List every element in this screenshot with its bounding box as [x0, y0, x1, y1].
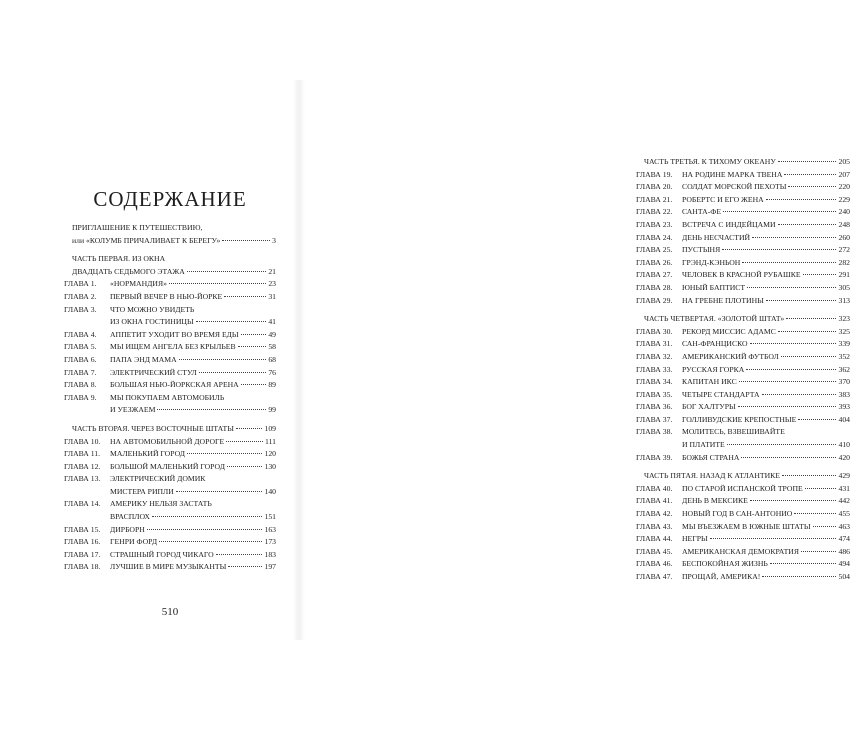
- entry-page-number: 323: [838, 314, 850, 324]
- dot-leader: [176, 491, 263, 492]
- entry-page-number: 474: [838, 534, 850, 544]
- dot-leader: [770, 563, 837, 564]
- toc-chapter-row: [636, 295, 850, 308]
- chapter-number: ГЛАВА 38.: [636, 427, 673, 437]
- entry-title: РЕКОРД МИССИС АДАМС: [682, 326, 776, 336]
- chapter-number: ГЛАВА 9.: [64, 392, 97, 402]
- dot-leader: [813, 526, 837, 527]
- toc-chapter-row: [636, 483, 850, 496]
- chapter-number: ГЛАВА 7.: [64, 367, 97, 377]
- entry-page-number: 404: [838, 414, 850, 424]
- dot-leader: [778, 224, 837, 225]
- dot-leader: [224, 296, 266, 297]
- dot-leader: [778, 331, 837, 332]
- entry-title: ВРАСПЛОХ: [110, 512, 150, 522]
- entry-title: САНТА-ФЕ: [682, 207, 722, 217]
- toc-chapter-row: [636, 546, 850, 559]
- toc-chapter-row: [636, 426, 850, 439]
- chapter-number: ГЛАВА 40.: [636, 483, 673, 493]
- dot-leader: [739, 381, 837, 382]
- entry-page-number: 352: [838, 351, 850, 361]
- toc-chapter-row: [636, 282, 850, 295]
- chapter-number: ГЛАВА 39.: [636, 452, 673, 462]
- chapter-number: ГЛАВА 3.: [64, 304, 97, 314]
- entry-title: БЕСПОКОЙНАЯ ЖИЗНЬ: [682, 559, 768, 569]
- chapter-number: ГЛАВА 24.: [636, 232, 673, 242]
- toc-chapter-row: [636, 571, 850, 584]
- entry-title: БОГ ХАЛТУРЫ: [682, 402, 736, 412]
- dot-leader: [241, 334, 267, 335]
- chapter-number: ГЛАВА 14.: [64, 499, 101, 509]
- entry-title: НА РОДИНЕ МАРКА ТВЕНА: [682, 169, 783, 179]
- entry-page-number: 410: [838, 440, 850, 450]
- entry-title: ПАПА ЭНД МАМА: [110, 354, 177, 364]
- toc-chapter-row: [636, 326, 850, 339]
- entry-title: ЧАСТЬ ПЕРВАЯ. ИЗ ОКНА: [72, 254, 166, 264]
- entry-page-number: 383: [838, 389, 850, 399]
- entry-page-number: 393: [838, 402, 850, 412]
- entry-title: НА АВТОМОБИЛЬНОЙ ДОРОГЕ: [110, 436, 225, 446]
- toc-chapter-row: [64, 536, 276, 549]
- toc-chapter-row: [64, 379, 276, 392]
- dot-leader: [723, 211, 836, 212]
- toc-chapter-row: [64, 367, 276, 380]
- chapter-number: ГЛАВА 12.: [64, 461, 101, 471]
- entry-page-number: 463: [838, 521, 850, 531]
- dot-leader: [152, 516, 262, 517]
- dot-leader: [241, 384, 267, 385]
- toc-continuation-row: [64, 316, 276, 329]
- entry-title: САН-ФРАНЦИСКО: [682, 339, 748, 349]
- dot-leader: [741, 457, 836, 458]
- chapter-number: ГЛАВА 31.: [636, 339, 673, 349]
- toc-chapter-row: [636, 389, 850, 402]
- toc-chapter-row: [64, 549, 276, 562]
- entry-page-number: 248: [838, 219, 850, 229]
- dot-leader: [742, 262, 836, 263]
- chapter-number: ГЛАВА 1.: [64, 279, 97, 289]
- chapter-number: ГЛАВА 28.: [636, 282, 673, 292]
- chapter-number: ГЛАВА 10.: [64, 436, 101, 446]
- entry-title: АМЕРИКАНСКАЯ ДЕМОКРАТИЯ: [682, 546, 799, 556]
- entry-page-number: 431: [838, 483, 850, 493]
- entry-page-number: 229: [838, 194, 850, 204]
- chapter-number: ГЛАВА 47.: [636, 572, 673, 581]
- entry-title: ЭЛЕКТРИЧЕСКИЙ СТУЛ: [110, 367, 197, 377]
- chapter-number: ГЛАВА 42.: [636, 509, 673, 519]
- entry-page-number: 362: [838, 364, 850, 374]
- entry-title: БОЛЬШАЯ НЬЮ-ЙОРКСКАЯ АРЕНА: [110, 380, 239, 390]
- chapter-number: ГЛАВА 25.: [636, 245, 673, 255]
- toc-chapter-row: [64, 278, 276, 291]
- entry-title: КАПИТАН ИКС: [682, 377, 737, 387]
- toc-chapter-row: [64, 329, 276, 342]
- entry-page-number: 41: [268, 317, 276, 327]
- dot-leader: [798, 419, 836, 420]
- toc-chapter-row: [636, 351, 850, 364]
- chapter-number: ГЛАВА 8.: [64, 380, 97, 390]
- toc-continuation-row: [64, 486, 276, 499]
- toc-chapter-row: [64, 561, 276, 574]
- entry-title: АППЕТИТ УХОДИТ ВО ВРЕМЯ ЕДЫ: [110, 329, 239, 339]
- chapter-number: ГЛАВА 35.: [636, 389, 673, 399]
- entry-title: НЕГРЫ: [682, 534, 708, 544]
- toc-chapter-row: [636, 521, 850, 534]
- chapter-number: ГЛАВА 20.: [636, 182, 673, 192]
- entry-page-number: 313: [838, 295, 850, 305]
- entry-page-number: 339: [838, 339, 850, 349]
- chapter-number: ГЛАВА 29.: [636, 295, 673, 305]
- toc-chapter-row: [636, 269, 850, 282]
- entry-title: АМЕРИКУ НЕЛЬЗЯ ЗАСТАТЬ: [110, 499, 212, 509]
- toc-chapter-row: [64, 473, 276, 486]
- toc-chapter-row: [636, 364, 850, 377]
- entry-page-number: 429: [838, 471, 850, 481]
- dot-leader: [727, 444, 837, 445]
- entry-page-number: 260: [838, 232, 850, 242]
- toc-chapter-row: [64, 436, 276, 449]
- dot-leader: [238, 346, 267, 347]
- chapter-number: ГЛАВА 16.: [64, 537, 101, 547]
- chapter-number: ГЛАВА 6.: [64, 354, 97, 364]
- toc-part-row: [636, 313, 850, 326]
- toc-chapter-row: [636, 244, 850, 257]
- entry-title: ПО СТАРОЙ ИСПАНСКОЙ ТРОПЕ: [682, 483, 803, 493]
- dot-leader: [747, 287, 836, 288]
- entry-page-number: 272: [838, 245, 850, 255]
- entry-title: ДЕНЬ В МЕКСИКЕ: [682, 496, 748, 506]
- entry-page-number: 109: [264, 423, 276, 433]
- entry-title: МЫ ПОКУПАЕМ АВТОМОБИЛЬ: [110, 392, 225, 402]
- toc-continuation-row: [64, 511, 276, 524]
- entry-title: ЧАСТЬ ТРЕТЬЯ. К ТИХОМУ ОКЕАНУ: [644, 157, 776, 166]
- entry-title: РОБЕРТС И ЕГО ЖЕНА: [682, 194, 764, 204]
- dot-leader: [750, 500, 837, 501]
- entry-title: НА ГРЕБНЕ ПЛОТИНЫ: [682, 295, 764, 305]
- toc-chapter-row: [636, 206, 850, 219]
- toc-chapter-row: [64, 448, 276, 461]
- dot-leader: [762, 394, 837, 395]
- chapter-number: ГЛАВА 19.: [636, 169, 673, 179]
- entry-title: ДВАДЦАТЬ СЕДЬМОГО ЭТАЖА: [72, 266, 185, 276]
- entry-title: ЧТО МОЖНО УВИДЕТЬ: [110, 304, 195, 314]
- chapter-number: ГЛАВА 32.: [636, 351, 673, 361]
- chapter-number: ГЛАВА 5.: [64, 342, 97, 352]
- entry-title: ЛУЧШИЕ В МИРЕ МУЗЫКАНТЫ: [110, 562, 227, 572]
- entry-page-number: 173: [264, 537, 276, 547]
- toc-chapter-row: [64, 392, 276, 405]
- entry-page-number: 31: [268, 291, 276, 301]
- dot-leader: [159, 541, 262, 542]
- entry-title: МЫ ВЪЕЗЖАЕМ В ЮЖНЫЕ ШТАТЫ: [682, 521, 811, 531]
- entry-page-number: 140: [264, 486, 276, 496]
- toc-continuation-row: [64, 404, 276, 417]
- chapter-number: ГЛАВА 4.: [64, 329, 97, 339]
- chapter-number: ГЛАВА 43.: [636, 521, 673, 531]
- toc-part-row: [636, 470, 850, 483]
- entry-title: ПРОЩАЙ, АМЕРИКА!: [682, 572, 761, 581]
- left-page: [0, 0, 300, 750]
- entry-page-number: 23: [268, 279, 276, 289]
- toc-chapter-row: [636, 376, 850, 389]
- entry-page-number: 370: [838, 377, 850, 387]
- entry-title: ДЕНЬ НЕСЧАСТИЙ: [682, 232, 751, 242]
- dot-leader: [784, 174, 836, 175]
- entry-title: СТРАШНЫЙ ГОРОД ЧИКАГО: [110, 549, 214, 559]
- entry-page-number: 220: [838, 182, 850, 192]
- entry-page-number: 240: [838, 207, 850, 217]
- toc-chapter-row: [636, 401, 850, 414]
- dot-leader: [803, 274, 837, 275]
- toc-chapter-row: [64, 304, 276, 317]
- dot-leader: [752, 237, 836, 238]
- dot-leader: [782, 475, 837, 476]
- entry-title: «НОРМАНДИЯ»: [110, 279, 167, 289]
- entry-page-number: 205: [838, 157, 850, 166]
- entry-page-number: 49: [268, 329, 276, 339]
- toc-chapter-row: [636, 232, 850, 245]
- entry-title: РУССКАЯ ГОРКА: [682, 364, 745, 374]
- entry-title: БОЛЬШОЙ МАЛЕНЬКИЙ ГОРОД: [110, 461, 225, 471]
- entry-title: И ПЛАТИТЕ: [682, 440, 725, 450]
- toc-chapter-row: [64, 354, 276, 367]
- chapter-number: ГЛАВА 45.: [636, 546, 673, 556]
- entry-title: ГЕНРИ ФОРД: [110, 537, 158, 547]
- toc-chapter-row: [636, 495, 850, 508]
- dot-leader: [750, 343, 837, 344]
- chapter-number: ГЛАВА 36.: [636, 402, 673, 412]
- entry-page-number: 207: [838, 169, 850, 179]
- dot-leader: [746, 369, 836, 370]
- entry-title: или «КОЛУМБ ПРИЧАЛИВАЕТ К БЕРЕГУ»: [72, 235, 221, 245]
- entry-page-number: 455: [838, 509, 850, 519]
- entry-title: БОЖЬЯ СТРАНА: [682, 452, 740, 462]
- toc-chapter-row: [636, 257, 850, 270]
- entry-page-number: 89: [268, 380, 276, 390]
- toc-row: [64, 266, 276, 279]
- chapter-number: ГЛАВА 37.: [636, 414, 673, 424]
- dot-leader: [786, 318, 836, 319]
- dot-leader: [157, 409, 266, 410]
- entry-title: МИСТЕРА РИПЛИ: [110, 486, 174, 496]
- entry-page-number: 442: [838, 496, 850, 506]
- dot-leader: [801, 551, 836, 552]
- dot-leader: [781, 356, 837, 357]
- entry-title: ЧАСТЬ ВТОРАЯ. ЧЕРЕЗ ВОСТОЧНЫЕ ШТАТЫ: [72, 423, 234, 433]
- entry-title: И УЕЗЖАЕМ: [110, 405, 156, 415]
- chapter-number: ГЛАВА 11.: [64, 449, 101, 459]
- entry-title: МЫ ИЩЕМ АНГЕЛА БЕЗ КРЫЛЬЕВ: [110, 342, 236, 352]
- entry-page-number: 151: [264, 512, 276, 522]
- chapter-number: ГЛАВА 27.: [636, 270, 673, 280]
- dot-leader: [216, 554, 263, 555]
- entry-title: ЧАСТЬ ЧЕТВЕРТАЯ. «ЗОЛОТОЙ ШТАТ»: [644, 314, 785, 324]
- toc-list-left: [64, 222, 276, 574]
- dot-leader: [805, 488, 837, 489]
- toc-chapter-row: [636, 533, 850, 546]
- toc-chapter-row: [636, 219, 850, 232]
- toc-chapter-row: [636, 414, 850, 427]
- entry-title: ЧЕТЫРЕ СТАНДАРТА: [682, 389, 760, 399]
- chapter-number: ГЛАВА 21.: [636, 194, 673, 204]
- entry-page-number: 420: [838, 452, 850, 462]
- entry-title: АМЕРИКАНСКИЙ ФУТБОЛ: [682, 351, 779, 361]
- dot-leader: [196, 321, 267, 322]
- toc-part-row: [64, 253, 276, 266]
- toc-chapter-row: [636, 508, 850, 521]
- entry-page-number: 325: [838, 326, 850, 336]
- toc-chapter-row: [636, 558, 850, 571]
- entry-page-number: 197: [264, 562, 276, 572]
- right-page: [300, 0, 850, 750]
- chapter-number: ГЛАВА 22.: [636, 207, 673, 217]
- toc-chapter-row: [636, 169, 850, 182]
- entry-title: НОВЫЙ ГОД В САН-АНТОНИО: [682, 509, 793, 519]
- toc-chapter-row: [636, 452, 850, 465]
- dot-leader: [762, 576, 836, 577]
- entry-title: СОЛДАТ МОРСКОЙ ПЕХОТЫ: [682, 182, 787, 192]
- chapter-number: ГЛАВА 46.: [636, 559, 673, 569]
- toc-row: [64, 235, 276, 248]
- entry-page-number: 58: [268, 342, 276, 352]
- toc-heading: СОДЕРЖАНИЕ: [93, 187, 247, 211]
- dot-leader: [778, 161, 837, 162]
- entry-page-number: 486: [838, 546, 850, 556]
- chapter-number: ГЛАВА 26.: [636, 257, 673, 267]
- chapter-number: ГЛАВА 17.: [64, 549, 101, 559]
- chapter-number: ГЛАВА 33.: [636, 364, 673, 374]
- entry-page-number: 282: [838, 257, 850, 267]
- dot-leader: [722, 249, 836, 250]
- toc-continuation-row: [636, 439, 850, 452]
- entry-title: ПЕРВЫЙ ВЕЧЕР В НЬЮ-ЙОРКЕ: [110, 291, 223, 301]
- entry-page-number: 21: [268, 266, 276, 276]
- chapter-number: ГЛАВА 30.: [636, 326, 673, 336]
- chapter-number: ГЛАВА 23.: [636, 219, 673, 229]
- dot-leader: [228, 566, 262, 567]
- entry-title: ДИРБОРН: [110, 524, 145, 534]
- dot-leader: [179, 359, 267, 360]
- entry-page-number: 68: [268, 354, 276, 364]
- entry-page-number: 3: [272, 235, 276, 245]
- toc-row: [64, 222, 276, 235]
- toc-part-row: [636, 156, 850, 169]
- entry-title: ЧАСТЬ ПЯТАЯ. НАЗАД К АТЛАНТИКЕ: [644, 471, 780, 481]
- entry-title: ЮНЫЙ БАПТИСТ: [682, 282, 746, 292]
- entry-page-number: 99: [268, 405, 276, 415]
- toc-chapter-row: [636, 181, 850, 194]
- entry-title: ИЗ ОКНА ГОСТИНИЦЫ: [110, 317, 194, 327]
- dot-leader: [199, 372, 267, 373]
- chapter-number: ГЛАВА 13.: [64, 474, 101, 484]
- chapter-number: ГЛАВА 18.: [64, 562, 101, 572]
- entry-title: ВСТРЕЧА С ИНДЕЙЦАМИ: [682, 219, 776, 229]
- entry-title: ЧЕЛОВЕК В КРАСНОЙ РУБАШКЕ: [682, 270, 801, 280]
- toc-chapter-row: [64, 461, 276, 474]
- toc-list-right: [636, 156, 850, 584]
- chapter-number: ГЛАВА 15.: [64, 524, 101, 534]
- dot-leader: [710, 538, 837, 539]
- dot-leader: [738, 406, 837, 407]
- entry-title: ЭЛЕКТРИЧЕСКИЙ ДОМИК: [110, 474, 206, 484]
- toc-part-row: [64, 423, 276, 436]
- toc-chapter-row: [64, 341, 276, 354]
- dot-leader: [794, 513, 836, 514]
- dot-leader: [187, 271, 267, 272]
- dot-leader: [187, 453, 262, 454]
- dot-leader: [226, 441, 263, 442]
- entry-page-number: 111: [265, 436, 276, 446]
- entry-page-number: 130: [264, 461, 276, 471]
- entry-page-number: 120: [264, 449, 276, 459]
- entry-title: ГРЭНД-КЭНЬОН: [682, 257, 741, 267]
- entry-title: ПУСТЫНЯ: [682, 245, 721, 255]
- toc-chapter-row: [64, 291, 276, 304]
- toc-chapter-row: [636, 194, 850, 207]
- entry-page-number: 305: [838, 282, 850, 292]
- dot-leader: [169, 283, 266, 284]
- toc-chapter-row: [64, 524, 276, 537]
- toc-chapter-row: [636, 338, 850, 351]
- chapter-number: ГЛАВА 44.: [636, 534, 673, 544]
- dot-leader: [766, 199, 837, 200]
- chapter-number: ГЛАВА 2.: [64, 291, 97, 301]
- entry-page-number: 504: [838, 572, 850, 581]
- entry-title: МОЛИТЕСЬ, ВЗВЕШИВАЙТЕ: [682, 427, 785, 437]
- entry-page-number: 183: [264, 549, 276, 559]
- dot-leader: [147, 529, 263, 530]
- entry-page-number: 291: [838, 270, 850, 280]
- toc-chapter-row: [64, 498, 276, 511]
- dot-leader: [236, 428, 263, 429]
- entry-title: МАЛЕНЬКИЙ ГОРОД: [110, 449, 186, 459]
- dot-leader: [788, 186, 836, 187]
- dot-leader: [227, 466, 263, 467]
- page-number: 510: [161, 606, 179, 618]
- chapter-number: ГЛАВА 41.: [636, 496, 673, 506]
- entry-title: ГОЛЛИВУДСКИЕ КРЕПОСТНЫЕ: [682, 414, 797, 424]
- entry-page-number: 163: [264, 524, 276, 534]
- chapter-number: ГЛАВА 34.: [636, 377, 673, 387]
- entry-title: ПРИГЛАШЕНИЕ К ПУТЕШЕСТВИЮ,: [72, 223, 203, 232]
- entry-page-number: 494: [838, 559, 850, 569]
- entry-page-number: 76: [268, 367, 276, 377]
- dot-leader: [766, 300, 837, 301]
- dot-leader: [222, 240, 270, 241]
